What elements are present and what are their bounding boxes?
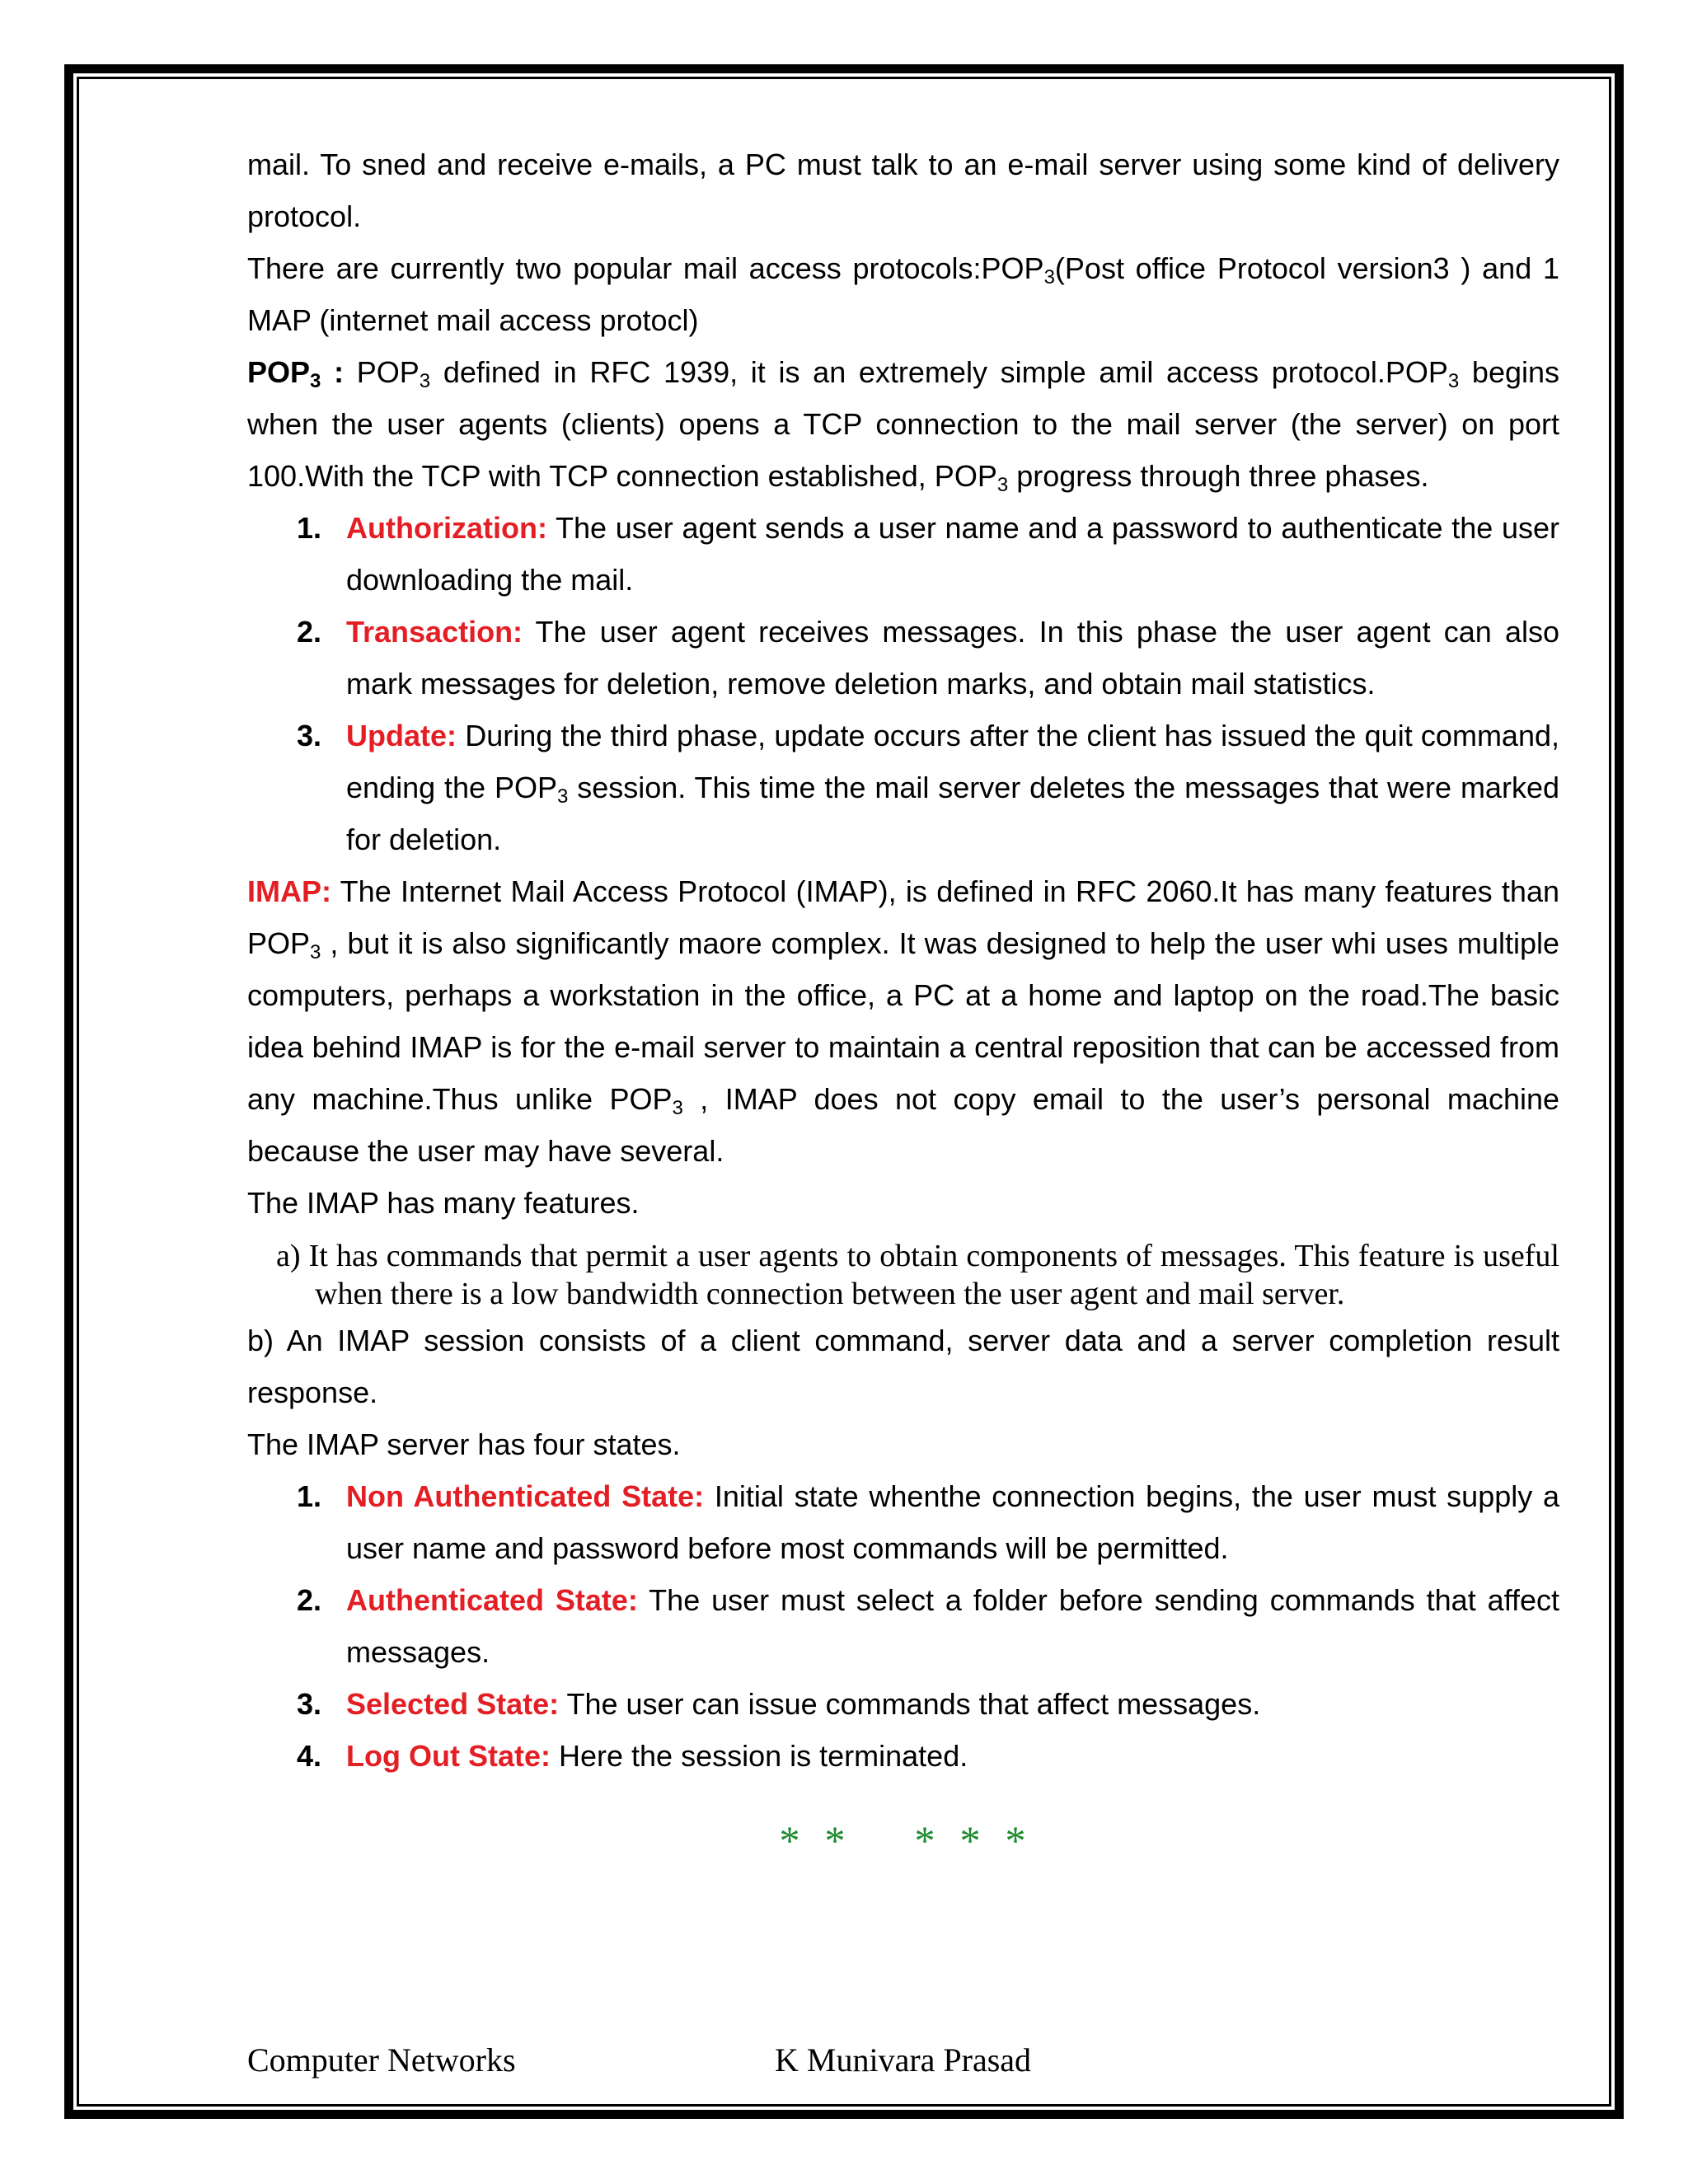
- feature-b: b) An IMAP session consists of a client command, server data and a server completion result response.: [247, 1324, 1559, 1409]
- list-item: 2. Authenticated State: The user must select a folder before sending commands that affect messages.: [297, 1583, 1559, 1669]
- protocols-paragraph: There are currently two popular mail access $protocols:POP_3(Post$ office Protocol version3 ) and 1 MAP (internet mail access protocl): [247, 251, 1559, 337]
- list-item: 1. Non Authenticated State: Initial state whenthe connection begins, the user must supply a user name and password before most commands will be permitted.: [297, 1479, 1559, 1565]
- intro-paragraph: mail. To sned and receive e-mails, a PC must talk to an e-mail server using some kind of delivery protocol.: [247, 148, 1559, 233]
- footer-course-title: Computer Networks: [247, 2041, 516, 2079]
- star-icon: *: [1005, 1817, 1028, 1863]
- page-content: [247, 138, 1559, 1867]
- pop3-paragraph: $POP_3$ : $POP_3$ defined in RFC 1939, it is an extremely simple amil access $protocol.POP_3$ begins when the user agents (clients) opens a TCP connection to the mail server (the server) on port 100.With the TCP with TCP connection established, $POP_3$ progress through three phases.: [247, 355, 1560, 496]
- list-item: 1. Authorization: The user agent sends a user name and a password to authenticate the user downloading the mail.: [297, 511, 1559, 597]
- pop3-phases-list: [247, 502, 1559, 865]
- list-item: 4. Log Out State: Here the session is terminated.: [297, 1739, 968, 1773]
- imap-states-list: [247, 1470, 1559, 1782]
- star-icon: *: [914, 1817, 937, 1863]
- footer-author: K Munivara Prasad: [775, 2041, 1032, 2079]
- states-intro: The IMAP server has four states.: [247, 1427, 681, 1461]
- imap-paragraph: IMAP: The Internet Mail Access Protocol (IMAP), is defined in RFC 2060.It has many features than $POP_3$ , but it is also significantly maore complex. It was designed to help the user whi uses multiple computers, perhaps a workstation in the office, a PC at a home and laptop on the road.The basic idea behind IMAP is for the e-mail server to maintain a central reposition that can be accessed from any machine.Thus unlike $POP_3$ , IMAP does not copy email to the user’s personal machine because the user may have several.: [247, 874, 1560, 1168]
- imap-label: IMAP:: [247, 874, 331, 908]
- pop3-heading: $POP_3$ :: [247, 355, 345, 392]
- list-item: 3. Update: During the third phase, update occurs after the client has issued the quit command, ending the $POP_3$ session. This time the mail server deletes the messages that were marked for deletion.: [297, 719, 1559, 856]
- feature-a: a) It has commands that permit a user agents to obtain components of messages. This feature is useful when there is a low bandwidth connection between the user agent and mail server.: [276, 1239, 1559, 1311]
- star-icon: *: [779, 1817, 802, 1863]
- star-icon: *: [824, 1817, 847, 1863]
- list-item: 2. Transaction: The user agent receives messages. In this phase the user agent can also mark messages for deletion, remove deletion marks, and obtain mail statistics.: [297, 615, 1559, 701]
- list-item: 3. Selected State: The user can issue commands that affect messages.: [297, 1687, 1261, 1721]
- star-icon: *: [959, 1817, 982, 1863]
- features-intro: The IMAP has many features.: [247, 1186, 640, 1220]
- section-end-stars: [247, 1815, 1559, 1867]
